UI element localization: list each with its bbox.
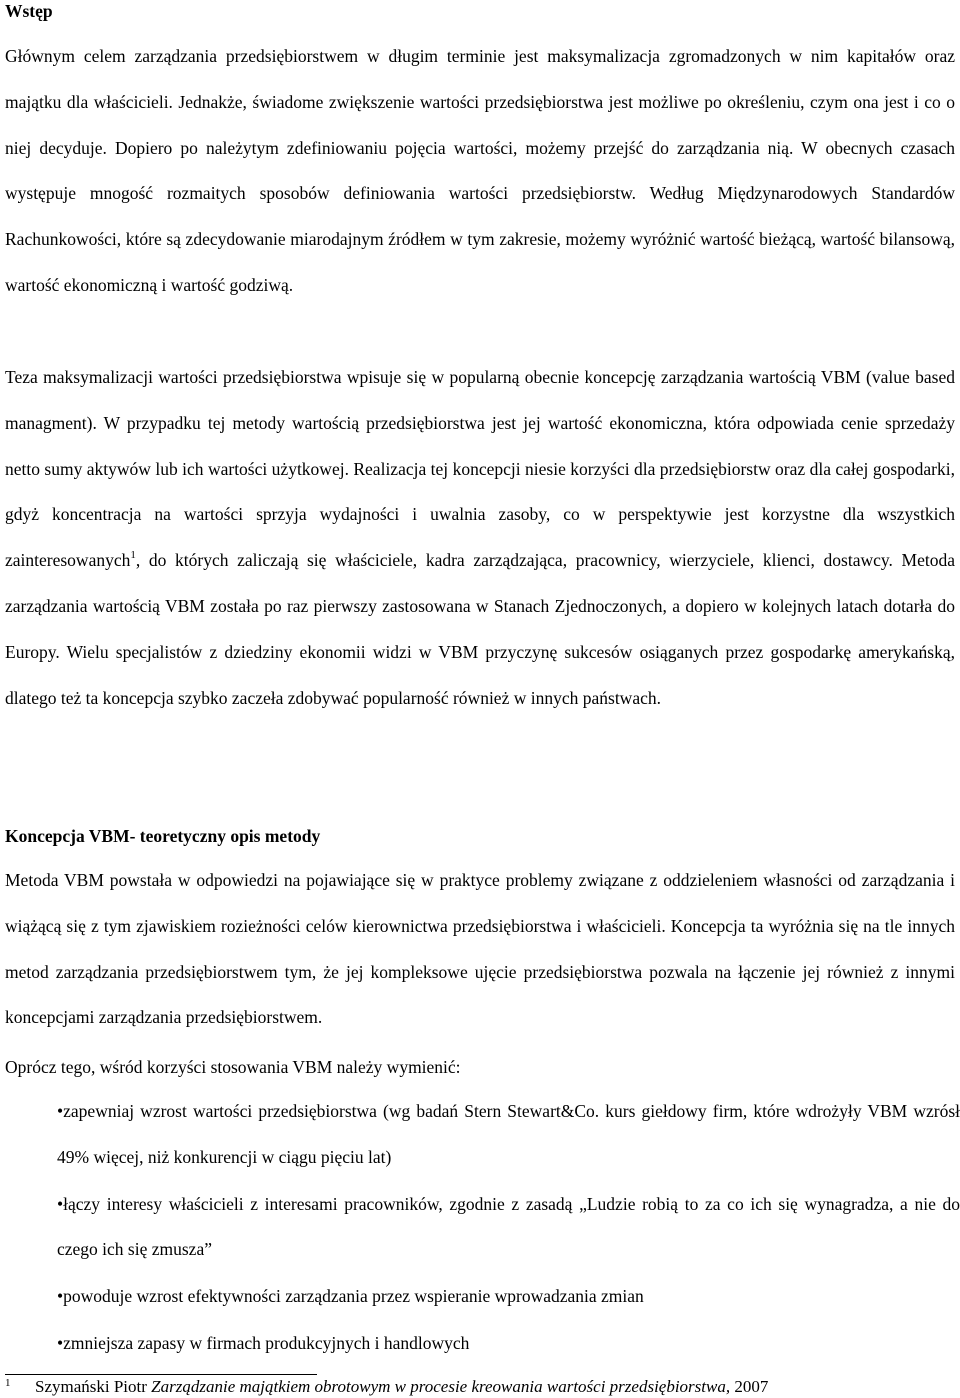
intro-paragraph-2 [5,355,955,721]
section-heading-intro: Wstęp [5,1,53,21]
footnote-author: Szymański Piotr [35,1377,152,1396]
list-item [57,1321,960,1367]
list-item [57,1182,960,1274]
intro-paragraph-2-text-b: , do których zaliczają się właściciele, kadra zarządzająca, pracownicy, wierzyciele, klienci, dostawcy. Metoda zarządzania wartością VBM została po raz pierwszy zastosowana w Stanach Zjednoczonych, a dopiero w kolejnych latach dotarła do Europy. Wielu specjalistów z dziedziny ekonomii widzi w VBM przyczynę sukcesów osiąganych przez gospodarkę amerykańską, dlatego też ta koncepcja szybko zaczeła zdobywać popularność również w innych państwach. [5,550,955,708]
footnote-reference[interactable]: 1 [130,549,136,562]
list-item-text: zmniejsza zapasy w firmach produkcyjnych i handlowych [63,1332,470,1353]
list-item-text: zapewniaj wzrost wartości przedsiębiorstwa (wg badań Stern Stewart&Co. kurs giełdowy firm, które wdrożyły VBM wzrósł 49% więcej, niż konkurencji w ciągu pięciu lat) [57,1101,960,1167]
footnote: 1 Szymański Piotr Zarządzanie majątkiem obrotowym w procesie kreowania wartości przedsiębiorstwa, 2007 [5,1377,769,1396]
list-item-text: łączy interesy właścicieli z interesami pracowników, zgodnie z zasadą „Ludzie robią to za co ich się wynagradza, a nie do czego ich się zmusza” [57,1193,960,1260]
list-item [57,1089,960,1181]
bullet-icon: • [57,1332,64,1353]
list-item [57,1274,960,1320]
vbm-paragraph-1: Metoda VBM powstała w odpowiedzi na pojawiające się w praktyce problemy związane z oddzieleniem własności od zarządzania i wiążącą się z tym zjawiskiem rozieżności celów kierownictwa przedsiębiorstwa i właścicieli. Koncepcja ta wyróżnia się na tle innych metod zarządzania przedsiębiorstwem tym, że jej kompleksowe ujęcie przedsiębiorstwa pozwala na łączenie jej również z innymi koncepcjami zarządzania przedsiębiorstwem. [5,870,955,1028]
vbm-paragraph-2: Oprócz tego, wśród korzyści stosowania VBM należy wymienić: [5,1057,461,1077]
bullet-icon: • [57,1286,64,1307]
section-heading-vbm: Koncepcja VBM- teoretyczny opis metody [5,826,321,846]
benefits-list [57,1089,960,1367]
intro-paragraph-2-text-a: Teza maksymalizacji wartości przedsiębiorstwa wpisuje się w popularną obecnie koncepcję zarządzania wartością VBM (value based managment). W przypadku tej metody wartością przedsiębiorstwa jest jej wartość ekonomiczna, która odpowiada cenie sprzedaży netto sumy aktywów lub ich wartości użytkowej. Realizacja tej koncepcji niesie korzyści dla przedsiębiorstw oraz dla całej gospodarki, gdyż koncentracja na wartości sprzyja wydajności i uwalnia zasoby, co w perspektywie jest korzystne dla wszystkich zainteresowanych [5,367,955,571]
intro-paragraph-1: Głównym celem zarządzania przedsiębiorstwem w długim terminie jest maksymalizacja zgromadzonych w nim kapitałów oraz majątku dla właścicieli. Jednakże, świadome zwiększenie wartości przedsiębiorstwa jest możliwe po określeniu, czym ona jest i co o niej decyduje. Dopiero po należytym zdefiniowaniu pojęcia wartości, możemy przejść do zarządzania nią. W obecnych czasach występuje mnogość rozmaitych sposobów definiowania wartości przedsiębiorstw. Według Międzynarodowych Standardów Rachunkowości, które są zdecydowanie miarodajnym źródłem w tym zakresie, możemy wyróżnić wartość bieżącą, wartość bilansową, wartość ekonomiczną i wartość godziwą. [5,46,955,295]
footnote-separator [5,1374,317,1375]
document-page [5,0,960,1398]
bullet-icon: • [57,1101,64,1121]
footnote-year: 2007 [730,1377,769,1396]
bullet-icon: • [57,1193,64,1214]
list-item-text: powoduje wzrost efektywności zarządzania przez wspieranie wprowadzania zmian [63,1286,644,1307]
footnote-title: Zarządzanie majątkiem obrotowym w procesie kreowania wartości przedsiębiorstwa, [151,1377,731,1396]
